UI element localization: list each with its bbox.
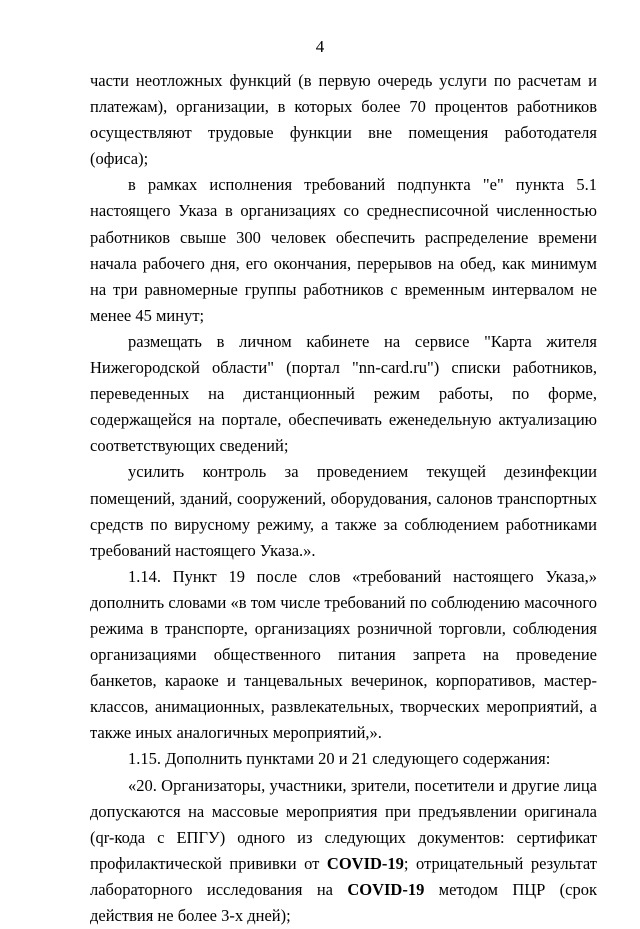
covid-term: COVID-19 bbox=[326, 853, 404, 873]
paragraph-work-schedule: в рамках исполнения требований подпункта "е" пункта 5.1 настоящего Указа в организациях со среднесписочной численностью работников свыше 300 человек обеспечить распределение времени начала рабочего дня, его окончания, перерывов на обед, как минимум на три равномерные группы работников с временным интервалом не менее 45 минут; bbox=[90, 175, 597, 325]
paragraph-disinfection: усилить контроль за проведением текущей дезинфекции помещений, зданий, сооружений, оборудования, салонов транспортных средств по вирусному режиму, а также за соблюдением работниками требований настоящего Указа.». bbox=[90, 462, 597, 560]
paragraph-20-text-end: методом ПЦР (срок действия не более 3-х дней); bbox=[90, 879, 597, 925]
paragraph-20 bbox=[90, 773, 597, 929]
page-number: 4 bbox=[315, 37, 325, 56]
paragraph-20-text: «20. Организаторы, участники, зрители, посетители и другие лица допускаются на массовые мероприятия при предъявлении оригинала (qr-кода с ЕПГУ) одного из следующих документов: сертификат профилактической прививки от bbox=[90, 775, 597, 873]
paragraph-card-portal: размещать в личном кабинете на сервисе "Карта жителя Нижегородской области" (портал "nn-card.ru") списки работников, переведенных на дистанционный режим работы, по форме, содержащейся на портале, обеспечивать еженедельную актуализацию соответствующих сведений; bbox=[90, 331, 597, 456]
paragraph-continuation: части неотложных функций (в первую очередь услуги по расчетам и платежам), организации, в которых более 70 процентов работников осуществляют трудовые функции вне помещения работодателя (офиса); bbox=[90, 71, 597, 169]
paragraph-1-14: 1.14. Пункт 19 после слов «требований настоящего Указа,» дополнить словами «в том числе требований по соблюдению масочного режима в транспорте, организациях розничной торговли, соблюдения организациями общественного питания запрета на проведение банкетов, караоке и танцевальных вечеринок, корпоративов, мастер-классов, анимационных, развлекательных, творческих мероприятий, а также иных аналогичных мероприятий,». bbox=[90, 566, 597, 743]
paragraph-20-text-mid: ; отрицательный результат лабораторного исследования на bbox=[90, 853, 598, 899]
covid-term: COVID-19 bbox=[347, 879, 425, 899]
document-body bbox=[90, 68, 597, 929]
paragraph-1-15: 1.15. Дополнить пунктами 20 и 21 следующего содержания: bbox=[128, 749, 551, 769]
